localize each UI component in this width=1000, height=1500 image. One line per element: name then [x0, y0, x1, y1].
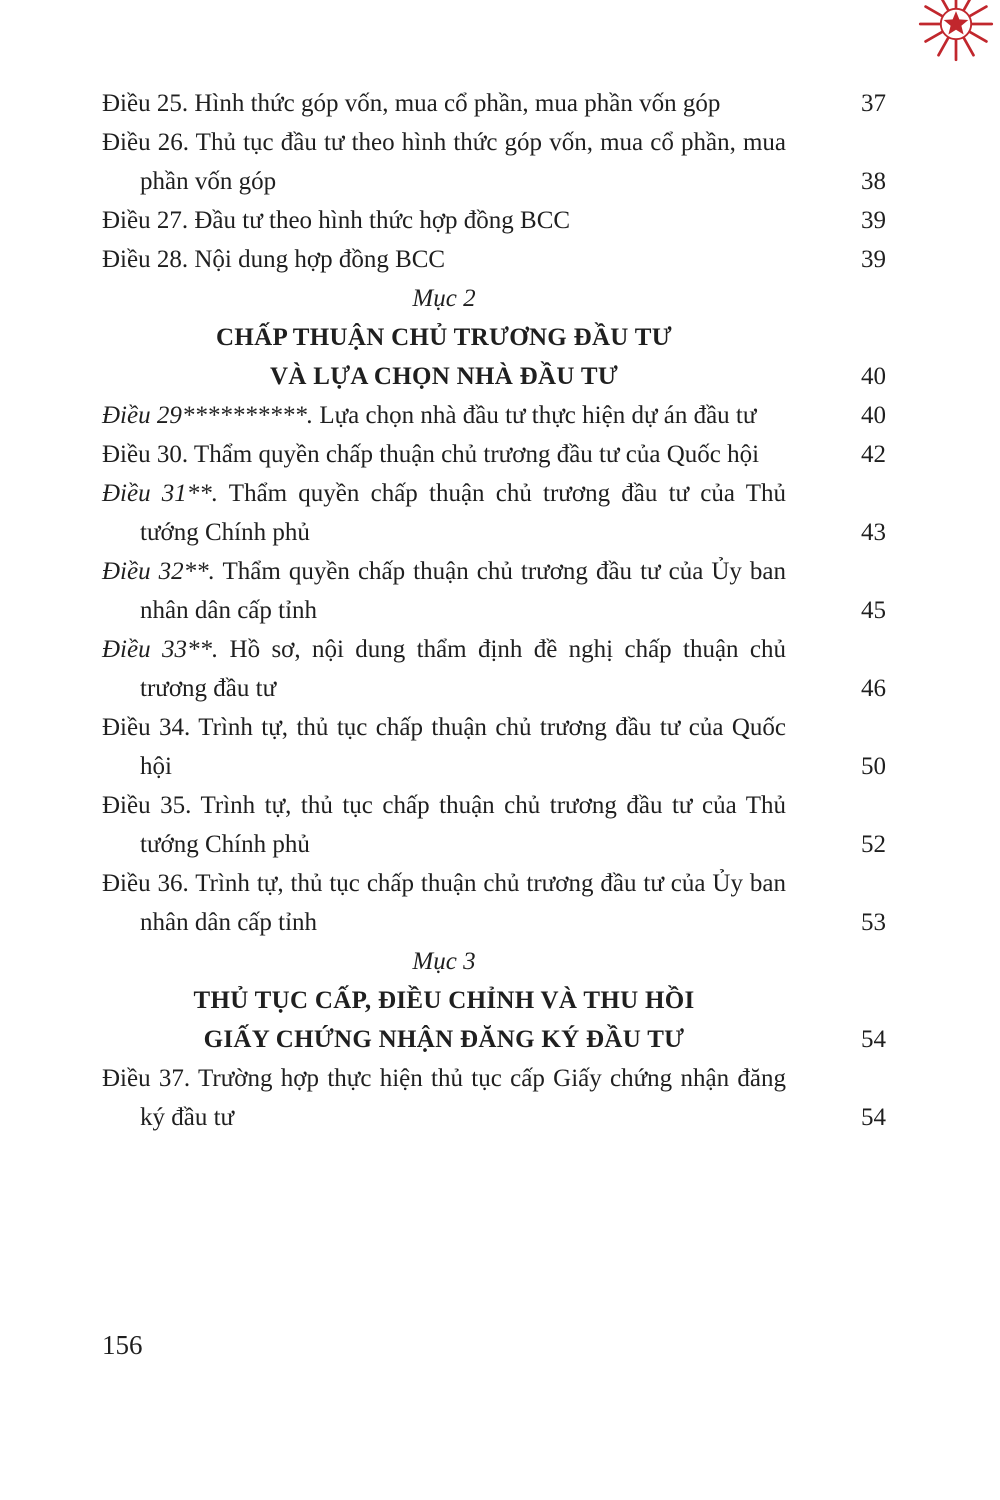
section-title-line: THỦ TỤC CẤP, ĐIỀU CHỈNH VÀ THU HỒI [193, 987, 695, 1014]
toc-entry [102, 630, 886, 708]
entry-page-number: 38 [861, 168, 886, 195]
section-title [102, 318, 786, 396]
entry-label: Điều 25. [102, 90, 189, 117]
entry-page-number: 50 [861, 753, 886, 780]
entry-label: Điều 32**. [102, 558, 215, 585]
toc-entry [102, 84, 886, 123]
footer-page-number: 156 [102, 1330, 143, 1360]
entry-page-number: 39 [861, 207, 886, 234]
entry-label: Điều 37. [102, 1065, 191, 1092]
entry-page-number: 52 [861, 831, 886, 858]
entry-label: Điều 34. [102, 714, 191, 741]
entry-page-number: 46 [861, 675, 886, 702]
entry-text: Thẩm quyền chấp thuận chủ trương đầu tư của Quốc hội [193, 441, 760, 468]
entry-text: Nội dung hợp đồng BCC [194, 246, 446, 273]
entry-text: Thủ tục đầu tư theo hình thức góp vốn, mua cổ phần, mua phần vốn góp [140, 129, 786, 195]
section-title [102, 981, 786, 1059]
toc-entry [102, 396, 886, 435]
toc-entry [102, 240, 886, 279]
section-title-line: CHẤP THUẬN CHỦ TRƯƠNG ĐẦU TƯ [216, 324, 672, 351]
section-title-line: VÀ LỰA CHỌN NHÀ ĐẦU TƯ [269, 363, 619, 390]
entry-text: Trình tự, thủ tục chấp thuận chủ trương đầu tư của Thủ tướng Chính phủ [140, 792, 786, 858]
section-page-number: 40 [861, 363, 886, 390]
entry-label: Điều 31**. [102, 480, 219, 507]
toc-entry [102, 123, 886, 201]
entry-label: Điều 29**********. [102, 402, 314, 429]
entry-page-number: 45 [861, 597, 886, 624]
entry-text: Trình tự, thủ tục chấp thuận chủ trương đầu tư của Quốc hội [140, 714, 786, 780]
entry-text: Đầu tư theo hình thức hợp đồng BCC [194, 207, 571, 234]
entry-label: Điều 26. [102, 129, 189, 156]
entry-text: Trình tự, thủ tục chấp thuận chủ trương đầu tư của Ủy ban nhân dân cấp tỉnh [140, 870, 786, 936]
entry-page-number: 43 [861, 519, 886, 546]
entry-page-number: 54 [861, 1104, 886, 1131]
entry-label: Điều 30. [102, 441, 189, 468]
entry-label: Điều 33**. [102, 636, 219, 663]
entry-text: Lựa chọn nhà đầu tư thực hiện dự án đầu tư [319, 402, 757, 429]
publisher-emblem-icon [918, 0, 994, 62]
entry-page-number: 53 [861, 909, 886, 936]
entry-page-number: 37 [861, 90, 886, 117]
entry-label: Điều 36. [102, 870, 189, 897]
section-kicker: Mục 3 [412, 948, 476, 975]
toc-entry [102, 1059, 886, 1137]
toc-entry [102, 435, 886, 474]
toc-entry [102, 786, 886, 864]
entry-text: Thẩm quyền chấp thuận chủ trương đầu tư của Ủy ban nhân dân cấp tỉnh [140, 558, 786, 624]
entry-label: Điều 35. [102, 792, 192, 819]
toc-entry [102, 708, 886, 786]
section-page-number: 54 [861, 1026, 886, 1053]
toc-section [102, 942, 886, 1059]
entry-text: Trường hợp thực hiện thủ tục cấp Giấy chứng nhận đăng ký đầu tư [140, 1065, 786, 1131]
toc-entry [102, 552, 886, 630]
entry-page-number: 39 [861, 246, 886, 273]
entry-label: Điều 27. [102, 207, 189, 234]
entry-text: Hình thức góp vốn, mua cổ phần, mua phần vốn góp [194, 90, 721, 117]
entry-page-number: 42 [861, 441, 886, 468]
toc-list [102, 84, 886, 1137]
entry-page-number: 40 [861, 402, 886, 429]
toc-entry [102, 201, 886, 240]
section-kicker: Mục 2 [412, 285, 476, 312]
entry-text: Thẩm quyền chấp thuận chủ trương đầu tư của Thủ tướng Chính phủ [140, 480, 786, 546]
section-title-line: GIẤY CHỨNG NHẬN ĐĂNG KÝ ĐẦU TƯ [203, 1026, 685, 1053]
toc-entry [102, 864, 886, 942]
toc-entry [102, 474, 886, 552]
toc-section [102, 279, 886, 396]
entry-text: Hồ sơ, nội dung thẩm định đề nghị chấp thuận chủ trương đầu tư [140, 636, 786, 702]
entry-label: Điều 28. [102, 246, 189, 273]
